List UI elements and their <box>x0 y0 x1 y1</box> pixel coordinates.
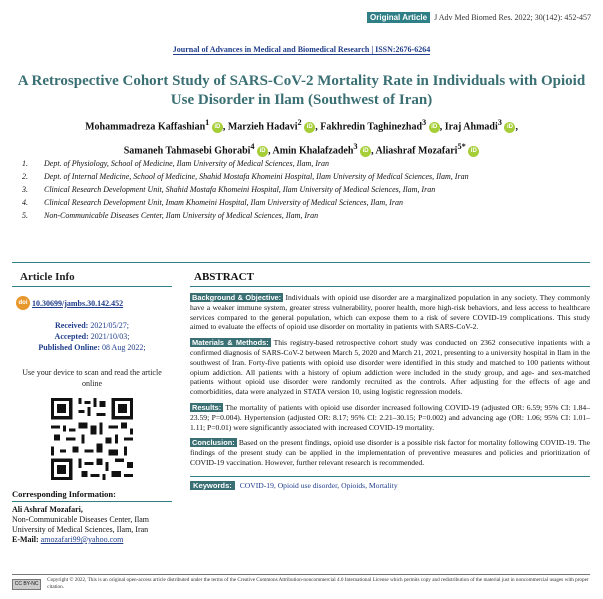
author-name: Marzieh Hadavi <box>227 121 298 133</box>
author-sup: 4 <box>250 142 255 152</box>
affiliation-text: Dept. of Internal Medicine, School of Medicine, Shahid Mostafa Khomeini Hospital, Ilam University of Medical Sciences, Ilam, Iran <box>44 172 469 181</box>
accepted-label: Accepted: <box>54 332 89 341</box>
abstract-conclusion <box>190 438 590 467</box>
article-info-panel <box>12 268 172 545</box>
results-label: Results: <box>192 402 222 412</box>
author-sup: 1 <box>205 118 210 127</box>
keywords-text: COVID-19, Opioid use disorder, Opioids, Mortality <box>239 480 398 490</box>
conclusion-text: Based on the present findings, opioid use disorder is a possible risk factor for mortality following COVID-19. The findings of the present study can be applied in the implementation of preventive measures and policies and prioritization of COVID-19 vaccination. However, further relevant research is recommended. <box>190 438 590 467</box>
author-name: Fakhredin Taghinezhad <box>320 121 423 133</box>
copyright-footer <box>12 574 590 591</box>
abstract-heading: ABSTRACT <box>190 268 590 287</box>
article-title: A Retrospective Cohort Study of SARS-CoV-2 Mortality Rate in Individuals with Opioid Use Disorder in Ilam (Southwest of Iran) <box>17 73 586 108</box>
results-text: The mortality of patients with opioid use disorder increased following COVID-19 (adjusted OR: 6.59; 95% CI: 1.84–23.59; P=0.004). Hypertension (adjusted OR: 8.17; 95% CI: 2.21–30.15; P=0.002) and advancing age (OR: 1.06; 95% CI: 1.01–1.11; P=0.01) were significantly associated with increased COVID-19 mortality. <box>190 402 590 432</box>
doi-icon: doi <box>16 296 30 310</box>
author-name: Amin Khalafzadeh <box>272 145 354 157</box>
orcid-icon[interactable]: iD <box>212 122 223 133</box>
article-dates <box>12 320 172 353</box>
published-date <box>12 342 172 353</box>
author-name: Mohammadreza Kaffashian <box>85 121 206 133</box>
abstract-background <box>190 293 590 332</box>
author-sup: 5* <box>457 142 466 152</box>
orcid-icon[interactable]: iD <box>257 146 268 157</box>
article-type-badge: Original Article <box>367 12 430 23</box>
affiliation-text: Clinical Research Development Unit, Imam Khomeini Hospital, Ilam University of Medical Sciences, Ilam, Iran <box>44 198 403 207</box>
affiliation-item <box>22 158 582 169</box>
authors-line-1: Mohammadreza Kaffashian$^1$ iD , Marzieh Hadavi$^2$ iD , Fakhredin Taghinezhad$^3$ iD , Iraj Ahmadi$^3$ iD , <box>85 118 518 133</box>
cc-license-icon[interactable]: CC BY-NC <box>12 579 41 590</box>
affiliation-item <box>22 197 582 208</box>
corresponding-author-name: Ali Ashraf Mozafari, <box>12 505 83 514</box>
methods-text: This registry-based retrospective cohort study was conducted on 2362 consecutive inpatients with a confirmed diagnosis of SARS-CoV-2 between March 5, 2020 and March 21, 2021, presenting to a university hospital in Ilam in the southwest of Iran. Forty-five patients with opioid use disorder were identified in this study and matched to 100 patients without opium addiction. All patients with a history of opium addiction were included in the study group, and age- and sex-matched patients without opioid use disorder were randomly recruited as the controls. After adjusting for the effects of age and comorbidities, data were analyzed in STATA version 10, using logistic regression models. <box>190 338 591 397</box>
affiliations <box>22 158 582 223</box>
author-sup: 3 <box>497 118 502 127</box>
affiliation-number: 4. <box>22 198 28 207</box>
affiliation-item <box>22 171 582 182</box>
affiliation-number: 2. <box>22 172 28 181</box>
correspondence-heading: Corresponding Information: <box>12 489 172 502</box>
scan-instructions: Use your device to scan and read the article online <box>22 368 162 388</box>
author-sup: 3 <box>353 142 358 152</box>
accepted-value: 2021/10/03; <box>90 332 130 341</box>
abstract-results <box>190 403 590 432</box>
article-info-heading: Article Info <box>12 268 172 287</box>
keywords-label: Keywords: <box>190 481 235 490</box>
correspondence-body <box>12 505 172 545</box>
email-label: E-Mail: <box>12 535 39 544</box>
affiliation-number: 5. <box>22 211 28 220</box>
orcid-icon[interactable]: iD <box>304 122 315 133</box>
background-text: Individuals with opioid use disorder are a marginalized population in any society. They commonly have a weaker immune system, greater stress vulnerability, poorer health, more high-risk behaviors, and less access to healthcare services compared to the general population, which can expose them to a risk of severe COVID-19 complications. This study aimed to evaluate the effects of opioid use disorder on mortality in patients with SARS-CoV-2. <box>190 293 591 332</box>
keywords <box>190 476 590 490</box>
authors <box>10 113 593 162</box>
affiliation-number: 1. <box>22 159 28 168</box>
author-name: Iraj Ahmadi <box>444 121 498 133</box>
affiliation-text: Non-Communicable Diseases Center, Ilam University of Medical Sciences, Ilam, Iran <box>44 211 319 220</box>
received-label: Received: <box>55 321 89 330</box>
published-label: Published Online: <box>38 343 100 352</box>
methods-label: Materials & Methods: <box>192 338 269 348</box>
orcid-icon[interactable]: iD <box>504 122 515 133</box>
email-link[interactable]: amozafari99@yahoo.com <box>40 535 124 544</box>
doi-link[interactable]: 10.30699/jambs.30.142.452 <box>32 298 124 308</box>
affiliation-text: Dept. of Physiology, School of Medicine, Ilam University of Medical Sciences, Ilam, Iran <box>44 159 330 168</box>
doi-row <box>12 296 172 310</box>
background-label: Background & Objective: <box>192 293 282 302</box>
author-sup: 3 <box>422 118 427 127</box>
orcid-icon[interactable]: iD <box>360 146 371 157</box>
corresponding-address: Non-Communicable Diseases Center, Ilam University of Medical Sciences, Ilam, Iran <box>12 515 149 534</box>
journal-line <box>0 45 603 54</box>
received-date <box>12 320 172 331</box>
copyright-text: Copyright © 2022, This is an original open-access article distributed under the terms of the Creative Commons Attribution-noncommercial 4.0 International License which permits copy and redistribution of the material just in noncommercial usages with proper citation. <box>47 577 589 590</box>
abstract-panel <box>190 268 590 490</box>
affiliation-number: 3. <box>22 185 28 194</box>
affiliation-item <box>22 184 582 195</box>
affiliation-text: Clinical Research Development Unit, Shahid Mostafa Khomeini Hospital, Ilam University of Medical Sciences, Ilam, Iran <box>44 185 436 194</box>
orcid-icon[interactable]: iD <box>429 122 440 133</box>
accepted-date <box>12 331 172 342</box>
published-value: 08 Aug 2022; <box>102 343 146 352</box>
authors-line-2: Samaneh Tahmasebi Ghorabi$^4$ iD , Amin Khalafzadeh$^3$ iD , Aliashraf Mozafari$^{5*}$ iD <box>10 137 593 161</box>
abstract-methods <box>190 338 590 397</box>
orcid-icon[interactable]: iD <box>468 146 479 157</box>
received-value: 2021/05/27; <box>90 321 129 330</box>
citation: J Adv Med Biomed Res. 2022; 30(142): 452-457 <box>434 13 591 22</box>
author-sup: 2 <box>297 118 302 127</box>
article-header <box>367 12 591 23</box>
corresponding-email <box>12 535 172 545</box>
affiliation-item <box>22 210 582 221</box>
author-name: Aliashraf Mozafari <box>375 145 458 157</box>
qr-code-icon[interactable] <box>48 395 136 483</box>
author-name: Samaneh Tahmasebi Ghorabi <box>123 145 251 157</box>
conclusion-label: Conclusion: <box>192 438 235 448</box>
journal-link[interactable]: Journal of Advances in Medical and Biomedical Research | ISSN:2676-6264 <box>172 45 431 54</box>
section-divider <box>12 262 590 263</box>
